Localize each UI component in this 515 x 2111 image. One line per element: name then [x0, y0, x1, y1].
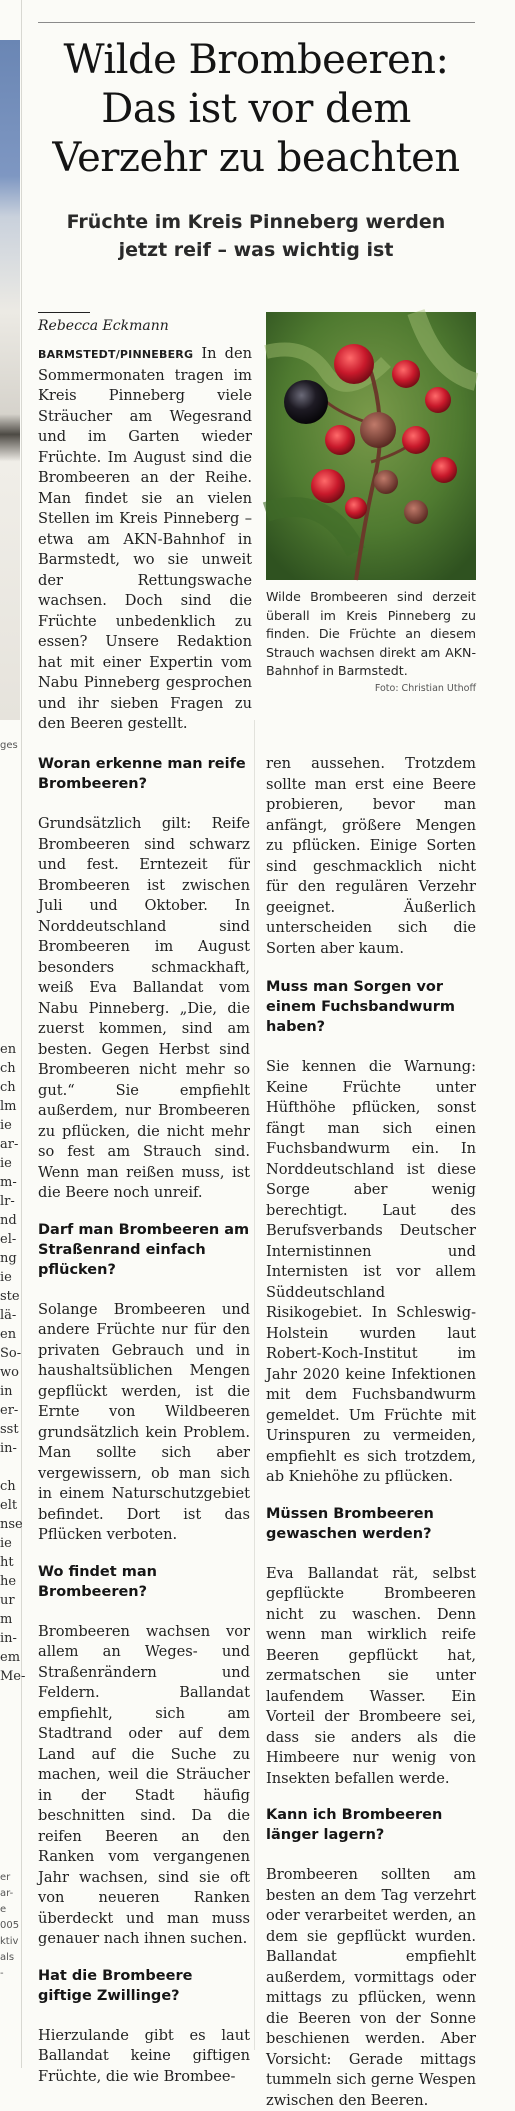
- column-separator: [254, 720, 255, 2050]
- section-body: Eva Ballandat rät, selbst gepflückte Brombeeren nicht zu waschen. Denn wenn man wirklich reife Beeren gepflückt hat, zermatschen sie unter laufendem Wasser. Ein Vorteil der Brombeere sei, dass sie anders als die Himbeere nur wenig von Insekten befallen werde.: [266, 1564, 476, 1787]
- neighbor-column-fragment: [0, 0, 26, 2068]
- section-body: Sie kennen die Warnung: Keine Früchte unter Hüfthöhe pflücken, sonst fängt man sich einen Fuchsbandwurm ein. In Norddeutschland ist diese Sorge aber wenig berechtigt. Laut des Berufsverbands Deutscher Internistinnen und Internisten ist vor allem Süddeutschland Risikogebiet. In Schleswig-Holstein wurden laut Robert-Koch-Institut im Jahr 2020 keine Infektionen mit dem Fuchsbandwurm gemeldet. Um Früchte mit Urinspuren zu vermeiden, empfiehlt es sich trotzdem, ab Kniehöhe zu pflücken.: [266, 1058, 476, 1485]
- section-heading: Hat die Brombeere giftige Zwillinge?: [38, 1967, 193, 2004]
- blackberry-photo: [266, 312, 476, 580]
- section-heading: Woran erkenne man reife Brombeeren?: [38, 756, 246, 792]
- author-rule: [38, 312, 90, 313]
- section-heading: Muss man Sorgen vor einem Fuchsbandwurm haben?: [266, 979, 456, 1035]
- section-heading: Wo findet man Brombeeren?: [38, 1563, 157, 1600]
- dateline: BARMSTEDT/PINNEBERG: [38, 348, 194, 361]
- section-heading: Darf man Brombeeren am Straßenrand einfach pflücken?: [38, 1221, 250, 1278]
- article-headline: Wilde Brombeeren: Das ist vor dem Verzehr zu beachten: [52, 37, 460, 181]
- intro-column: [38, 344, 252, 735]
- section-heading: Müssen Brombeeren gewaschen werden?: [266, 1505, 434, 1542]
- section-body: Grundsätzlich gilt: Reife Brombeeren sind schwarz und fest. Erntezeit für Brombeeren ist zwischen Juli und Oktober. In Norddeutschland sind Brombeeren im August besonders schmackhaft, weiß Eva Ballandat vom Nabu Pinneberg. „Die, die zuerst kommen, sind am besten. Gegen Herbst sind Brombeeren nicht mehr so gut.“ Sie empfiehlt außerdem, nur Brombeeren zu pflücken, die nicht mehr so fest am Strauch sind. Wenn man reißen muss, ist die Beere noch unreif.: [38, 815, 250, 1201]
- photo-caption: Wilde Brombeeren sind derzeit überall im Kreis Pinneberg zu finden. Die Früchte an diesem Strauch wachsen direkt am AKN-Bahnhof in Barmstedt.: [266, 589, 476, 678]
- section-body: Brombeeren sollten am besten an dem Tag verzehrt oder verarbeitet werden, an dem sie gepflückt wurden. Ballandat empfiehlt außerdem, vormittags oder mittags zu pflücken, wenn die Beeren von der Sonne beschienen werden. Aber Vorsicht: Gerade mittags tummeln sich gerne Wespen zwischen den Beeren.: [266, 1866, 476, 2109]
- section-body: Solange Brombeeren und andere Früchte nur für den privaten Gebrauch und in haushaltsüblichen Mengen gepflückt werden, ist die Ernte von Wildbeeren grundsätzlich kein Problem. Man sollte sich aber vergewissern, ob man sich in einem Naturschutzgebiet befindet. Dort ist das Pflücken verboten.: [38, 1300, 250, 1543]
- body-column-left: [38, 754, 250, 2087]
- neighbor-bottom-fragment: er ar- e 005 ktiv als -: [0, 1872, 20, 1979]
- neighbor-photo: [0, 40, 20, 720]
- top-rule: [38, 22, 475, 23]
- body-column-right: [266, 754, 476, 2111]
- section-body: Brombeeren wachsen vor allem an Weges- und Straßenrändern und Feldern. Ballandat empfiehlt, sich am Stadtrand oder auf dem Land auf die Suche zu machen, weil die Sträucher in der Stadt häufig beschnitten sind. Da die reifen Beeren an den Ranken vom vergangenen Jahr wachsen, sind sie oft von neueren Ranken überdeckt und man muss genauer nach ihnen suchen.: [38, 1622, 250, 1947]
- section-body: Hierzulande gibt es laut Ballandat keine giftigen Früchte, die wie Brombee-: [38, 2026, 250, 2085]
- article-figure: [266, 312, 476, 694]
- section-heading: Kann ich Brombeeren länger lagern?: [266, 1807, 443, 1843]
- neighbor-caption-fragment: ges: [0, 740, 18, 751]
- photo-credit: Foto: Christian Uthoff: [374, 682, 476, 694]
- section-body-continued: ren aussehen. Trotzdem sollte man erst eine Beere probieren, bevor man anfängt, größere Mengen zu pflücken. Einige Sorten sind geschmacklich nicht für den regulären Verzehr geeignet. Äußerlich unterscheiden sich die Sorten aber kaum.: [266, 755, 476, 957]
- author-name: Rebecca Eckmann: [38, 318, 169, 334]
- intro-text: In den Sommermonaten tragen im Kreis Pinneberg viele Sträucher am Wegesrand und im Garten wieder Früchte. Im August sind die Brombeeren an der Reihe. Man findet sie an vielen Stellen im Kreis Pinneberg – etwa am AKN-Bahnhof in Barmstedt, wo sie unweit der Rettungswache wachsen. Doch sind die Früchte unbedenklich zu essen? Unsere Redaktion hat mit einer Expertin vom Nabu Pinneberg gesprochen und ihr sieben Fragen zu den Beeren gestellt.: [38, 345, 253, 732]
- neighbor-text-fragment: en ch ch lm ie ar- ie m- lr- nd el- ng ie ste lä- en So- wo in er- sst in- ch elt nse ie ht he ur m in- em Me-: [0, 1042, 26, 1684]
- article-subheadline: Früchte im Kreis Pinneberg werden jetzt reif – was wichtig ist: [66, 211, 446, 261]
